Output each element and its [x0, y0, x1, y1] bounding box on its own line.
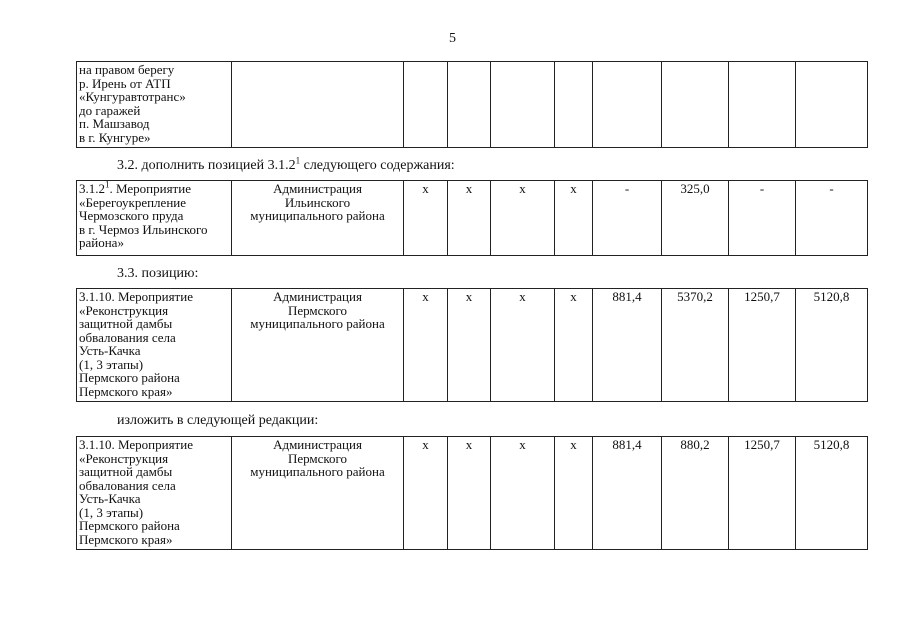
text-line: муниципального района [250, 464, 385, 479]
text-line: обвалования села [79, 329, 176, 345]
value-cell: 881,4 [593, 289, 662, 402]
value-cell: х [404, 181, 448, 256]
value-cell: - [796, 181, 868, 256]
text-line: Пермского района [79, 370, 180, 385]
text-line: Пермского района [79, 518, 180, 533]
text-line: защитной дамбы [79, 316, 173, 331]
value-cell: - [593, 181, 662, 256]
value-cell: 880,2 [662, 437, 729, 550]
value-cell: х [555, 437, 593, 550]
superscript: 1 [295, 155, 301, 166]
text-line: «Берегоукрепление [79, 194, 187, 210]
measure-name-cell [77, 289, 232, 402]
paragraph-position: 3.3. позицию: [117, 266, 199, 281]
text-line: Чермозского пруда [79, 208, 184, 223]
table-continuation [76, 61, 868, 148]
text-line: «Кунгуравтотранс» [79, 89, 186, 104]
value-cell: х [448, 289, 491, 402]
measure-name-cell [77, 437, 232, 550]
text-line: района» [79, 235, 124, 250]
table-row [77, 181, 868, 256]
value-cell: х [404, 289, 448, 402]
text-line: «Реконструкция [79, 302, 169, 318]
table-new-edition [76, 436, 868, 550]
responsible-org-cell [232, 181, 404, 256]
text-line: в г. Кунгуре» [79, 129, 151, 145]
value-cell: х [491, 289, 555, 402]
table-current-position [76, 288, 868, 402]
text-line: обвалования села [79, 477, 176, 493]
value-cell: х [491, 437, 555, 550]
value-cell [796, 62, 868, 148]
text-line: п. Машзавод [79, 116, 150, 131]
text-line: Пермского [287, 450, 348, 466]
text-line: до гаражей [79, 102, 141, 118]
value-cell: 1250,7 [729, 437, 796, 550]
text-line: Пермского края» [79, 531, 173, 547]
value-cell [729, 62, 796, 148]
table-row [77, 437, 868, 550]
value-cell: 5370,2 [662, 289, 729, 402]
responsible-org-cell [232, 289, 404, 402]
value-cell [555, 62, 593, 148]
table-new-position [76, 180, 868, 256]
value-cell: 5120,8 [796, 437, 868, 550]
value-cell [593, 62, 662, 148]
text-line: Администрация [273, 437, 362, 452]
value-cell [662, 62, 729, 148]
text-line: Пермского края» [79, 383, 173, 399]
responsible-org-cell [232, 62, 404, 148]
text-line: 3.1.10. Мероприятие [79, 437, 193, 452]
text-line: (1, 3 этапы) [79, 356, 144, 372]
responsible-org-cell [232, 437, 404, 550]
paragraph-new-edition: изложить в следующей редакции: [117, 413, 319, 428]
value-cell: х [555, 289, 593, 402]
text-line: 3.1.10. Мероприятие [79, 289, 193, 304]
value-cell: 5120,8 [796, 289, 868, 402]
text-line: Администрация [273, 181, 362, 196]
paragraph-text: 3.2. дополнить позицией 3.1.2 [117, 158, 296, 173]
text-fragment: . Мероприятие [109, 181, 191, 196]
text-line: муниципального района [250, 316, 385, 331]
table-row [77, 62, 868, 148]
text-line: р. Ирень от АТП [79, 75, 171, 91]
text-line: Администрация [273, 289, 362, 304]
text-line: муниципального района [250, 208, 385, 223]
table-row [77, 289, 868, 402]
value-cell: 1250,7 [729, 289, 796, 402]
text-line: в г. Чермоз Ильинского [79, 221, 208, 237]
measure-name-cell [77, 181, 232, 256]
paragraph-text: следующего содержания: [300, 158, 455, 173]
value-cell: х [448, 181, 491, 256]
value-cell: х [404, 437, 448, 550]
text-line: Пермского [287, 302, 348, 318]
text-line: Ильинского [284, 194, 351, 210]
text-line [79, 179, 229, 196]
text-line: Усть-Качка [79, 343, 141, 358]
text-line: на правом берегу [79, 62, 175, 77]
measure-name-cell [77, 62, 232, 148]
value-cell: 881,4 [593, 437, 662, 550]
value-cell: х [555, 181, 593, 256]
value-cell [491, 62, 555, 148]
value-cell: х [491, 181, 555, 256]
value-cell: 325,0 [662, 181, 729, 256]
value-cell [404, 62, 448, 148]
value-cell: - [729, 181, 796, 256]
text-line: защитной дамбы [79, 464, 173, 479]
text-line: «Реконструкция [79, 450, 169, 466]
position-code: 3.1.2 [79, 181, 105, 196]
text-line: Усть-Качка [79, 491, 141, 506]
value-cell: х [448, 437, 491, 550]
value-cell [448, 62, 491, 148]
page-number: 5 [449, 31, 456, 46]
superscript: 1 [105, 179, 110, 190]
paragraph-add-position [117, 155, 455, 174]
text-line: (1, 3 этапы) [79, 504, 144, 520]
